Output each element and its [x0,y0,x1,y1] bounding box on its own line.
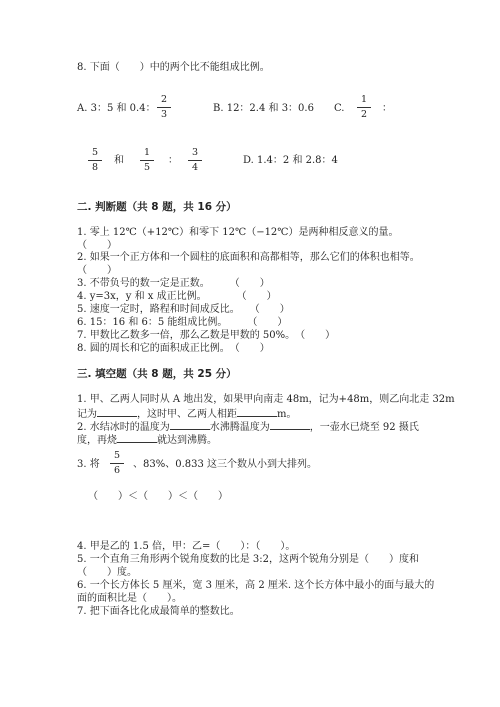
judge-item-8: 8. 圆的周长和它的面积成正比例。 （ ） [77,343,270,354]
answer-blank[interactable] [97,406,137,417]
section-title-fill: 三. 填空题（共 8 题，共 25 分） [77,368,237,380]
q8-option-c-colon-2: ： [168,155,178,166]
fill-item-7: 7. 把下面各比化成最简单的整数比。 [77,606,240,617]
fill-item-3-prefix: 3. 将 [77,459,100,470]
q8-option-c-colon: ： [382,103,392,114]
answer-blank[interactable] [237,406,277,417]
judge-item-7: 7. 甲数比乙数多一倍，那么乙数是甲数的 50%。 （ ） [77,330,336,341]
fraction-numerator: 2 [160,94,168,105]
judge-item-5: 5. 速度一定时，路程和时间成反比。 （ ） [77,304,290,315]
q8-option-c-fraction-3: 1 5 [140,147,154,174]
answer-blank[interactable] [270,419,310,430]
fill-item-6-line-2: 面的面积比是（ ）。 [77,593,182,604]
judge-item-3: 3. 不带负号的数一定是正数。 （ ） [77,278,270,289]
fill-item-1-line-2: 记为 ，这时甲、乙两人相距 m。 [77,406,296,421]
fill-item-3-fraction: 5 6 [110,450,124,477]
judge-item-1: 1. 零上 12℃（+12℃）和零下 12℃（−12℃）是两种相反意义的量。 [77,227,399,238]
judge-item-2-blank: （ ） [77,265,117,276]
section-title-judgement: 二. 判断题（共 8 题，共 16 分） [77,201,237,213]
q8-option-a-text: A. 3：5 和 0.4： [77,103,156,114]
q8-stem: 8. 下面（ ）中的两个比不能组成比例。 [77,62,270,73]
judge-item-2: 2. 如果一个正方体和一个圆柱的底面积和高都相等，那么它们的体积也相等。 [77,252,420,263]
q8-option-c-fraction-2: 5 8 [88,147,102,174]
fill-item-4: 4. 甲是乙的 1.5 倍，甲：乙=（ ）：（ ）。 [77,541,296,552]
fill-item-6-line-1: 6. 一个长方体长 5 厘米，宽 3 厘米，高 2 厘米. 这个长方体中最小的面与最大的 [77,580,435,591]
q8-option-c-label: C. [334,103,345,114]
q8-option-c-fraction-4: 3 4 [188,147,202,174]
q8-option-a-fraction [157,94,171,121]
fill-item-3-text: 、83%、0.833 这三个数从小到大排列。 [133,459,318,470]
fill-item-2-line-2: 度，再烧 就达到沸腾。 [77,432,217,447]
fill-item-3-answer-blanks: （ ）＜（ ）＜（ ） [88,491,228,502]
fraction-denominator: 3 [160,109,168,120]
judge-item-6: 6. 15：16 和 6：5 能组成比例。 （ ） [77,317,288,328]
fill-item-5-line-1: 5. 一个直角三角形两个锐角度数的比是 3:2，这两个锐角分别是（ ）度和 [77,554,419,565]
fill-item-1-line-1: 1. 甲、乙两人同时从 A 地出发，如果甲向南走 48m，记为+48m，则乙向北走 32m [77,394,455,405]
q8-option-c-fraction-1: 1 2 [357,94,371,121]
q8-option-b: B. 12：2.4 和 3：0.6 [213,103,314,114]
judge-item-4: 4. y=3x，y 和 x 成正比例。 （ ） [77,291,277,302]
q8-option-c-and: 和 [114,155,124,166]
fill-item-2-line-1: 2. 水结冰时的温度为 水沸腾温度为 ，一壶水已烧至 92 摄氏 [77,419,419,434]
answer-blank[interactable] [117,432,157,443]
judge-item-1-blank: （ ） [77,240,117,251]
fill-item-5-line-2: （ ）度。 [77,567,137,578]
q8-option-d: D. 1.4：2 和 2.8：4 [243,155,338,166]
answer-blank[interactable] [170,419,210,430]
